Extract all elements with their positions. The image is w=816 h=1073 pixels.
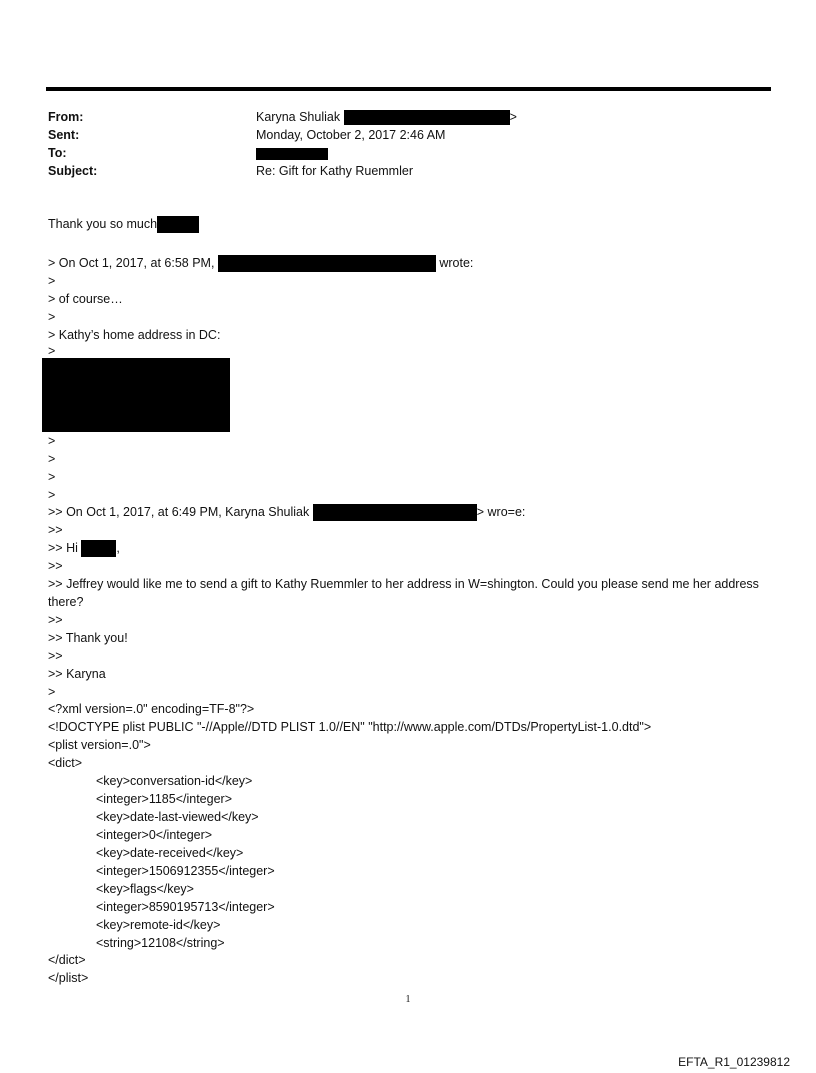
from-row: [48, 108, 748, 126]
quote-line: >: [48, 685, 56, 699]
xml-line: <key>flags</key>: [96, 882, 194, 896]
quote-line: >: [48, 488, 56, 502]
quote-line: >>: [48, 649, 63, 663]
quote-line: >: [48, 344, 56, 358]
quote-line: >: [48, 470, 56, 484]
xml-line: <string>12108</string>: [96, 936, 225, 950]
xml-line: <integer>1506912355</integer>: [96, 864, 275, 878]
quote-line: >: [48, 274, 56, 288]
quote-line: >: [48, 452, 56, 466]
signoff-line: >> Karyna: [48, 667, 106, 681]
subject-label: Subject:: [48, 164, 98, 178]
redaction-block: [313, 504, 477, 521]
quote-line: >: [48, 434, 56, 448]
xml-line: <key>date-received</key>: [96, 846, 244, 860]
xml-line: <integer>0</integer>: [96, 828, 213, 842]
from-name: Karyna Shuliak: [256, 110, 341, 124]
xml-dict-open: <dict>: [48, 756, 83, 770]
thanks-line: [48, 215, 199, 233]
xml-plist-open: <plist version=.0">: [48, 738, 151, 752]
subject-row: [48, 162, 748, 180]
redaction-block: [157, 216, 199, 233]
thanks-text: Thank you so much: [48, 217, 158, 231]
xml-line: <key>remote-id</key>: [96, 918, 221, 932]
to-label: To:: [48, 146, 67, 160]
redaction-block: [256, 148, 328, 160]
quote-line: >: [48, 310, 56, 324]
quote-line: > Kathy’s home address in DC:: [48, 328, 221, 342]
redaction-block: [344, 110, 510, 125]
page-number: 1: [405, 994, 411, 1005]
orig-intro-line: [48, 503, 525, 521]
subject-value: Re: Gift for Kathy Ruemmler: [256, 164, 413, 178]
xml-dict-close: </dict>: [48, 953, 86, 967]
reply-intro-text: > On Oct 1, 2017, at 6:58 PM,: [48, 256, 218, 270]
redaction-block: [81, 540, 116, 557]
xml-line: <key>conversation-id</key>: [96, 774, 253, 788]
request-paragraph: >> Jeffrey would like me to send a gift to Kathy Ruemmler to her address in W=shington. Could you please send me her address there?: [48, 577, 759, 609]
xml-line: <integer>8590195713</integer>: [96, 900, 275, 914]
xml-line: <key>date-last-viewed</key>: [96, 810, 259, 824]
quote-line: >>: [48, 559, 63, 573]
to-row: [48, 144, 748, 162]
greeting-line: [48, 539, 120, 557]
sent-value: Monday, October 2, 2017 2:46 AM: [256, 128, 446, 142]
thank-you-line: >> Thank you!: [48, 631, 128, 645]
redacted-address-block: [42, 358, 230, 432]
header-rule: [46, 87, 771, 91]
orig-intro-suffix: > wro=e:: [476, 505, 526, 519]
reply-intro-suffix: wrote:: [435, 256, 474, 270]
from-label: From:: [48, 110, 84, 124]
sent-label: Sent:: [48, 128, 80, 142]
to-value: [256, 144, 328, 162]
xml-declaration: <?xml version=.0" encoding=TF-8"?>: [48, 702, 255, 716]
xml-plist-close: </plist>: [48, 971, 89, 985]
quote-line: >>: [48, 523, 63, 537]
redaction-block: [218, 255, 436, 272]
xml-line: <integer>1185</integer>: [96, 792, 232, 806]
greeting-text: >> Hi: [48, 541, 82, 555]
from-value: [256, 108, 517, 126]
xml-doctype: <!DOCTYPE plist PUBLIC "-//Apple//DTD PLIST 1.0//EN" "http://www.apple.com/DTDs/PropertyList-1.0.dtd">: [48, 720, 652, 734]
quote-line: > of course…: [48, 292, 123, 306]
orig-intro-text: >> On Oct 1, 2017, at 6:49 PM, Karyna Shuliak: [48, 505, 313, 519]
quote-line: >>: [48, 613, 63, 627]
from-suffix: >: [509, 110, 517, 124]
greeting-suffix: ,: [116, 541, 120, 555]
bates-number: EFTA_R1_01239812: [678, 1055, 790, 1069]
sent-row: [48, 126, 748, 144]
reply-intro-line: [48, 254, 473, 272]
